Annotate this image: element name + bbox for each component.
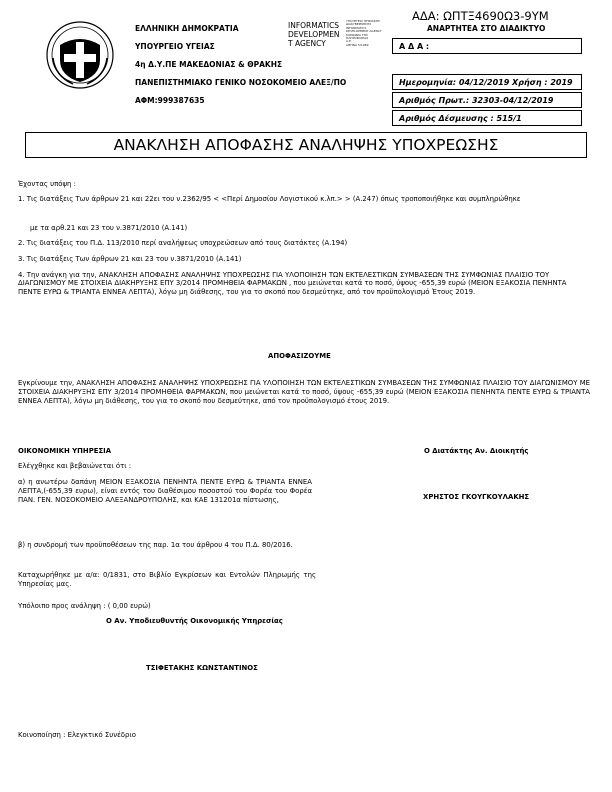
ia-logo-line: INFORMATICS (288, 21, 340, 30)
consideration-item-1: 1. Τις διατάξεις Των άρθρων 21 και 22ει του ν.2362/95 < <Περί Δημοσίου Λογιστικού κ.λπ.> > (Α.247) όπως τροποποιήθηκε και συμπληρώθηκε (18, 195, 521, 203)
header-line-afm: ΑΦΜ:999387635 (135, 96, 205, 105)
commitment-box: Αριθμός Δέσμευσης : 515/1 (392, 110, 582, 126)
ia-stamp-line: ΔΙΑΚΥΒΕΡΝΗΣΗΣ (346, 22, 372, 27)
ia-stamp-line: Α.Ε. (346, 39, 352, 44)
verified-text: Ελέγχθηκε και βεβαιώνεται ότι : (18, 462, 132, 470)
ia-logo-line: T AGENCY (288, 39, 326, 48)
authorizing-officer-name: ΧΡΗΣΤΟΣ ΓΚΟΥΓΚΟΥΛΑΚΗΣ (423, 493, 530, 501)
consideration-item-3: 3. Τις διατάξεις Των άρθρων 21 και 23 του ν.3871/2010 (Α.141) (18, 255, 242, 263)
check-b-text: β) η συνδρομή των προϋποθέσεων της παρ. 1α του άρθρου 4 του Π.Δ. 80/2016. (18, 541, 293, 549)
header-line-republic: ΕΛΛΗΝΙΚΗ ΔΗΜΟΚΡΑΤΙΑ (135, 24, 239, 33)
header-line-ministry: ΥΠΟΥΡΓΕΙΟ ΥΓΕΙΑΣ (135, 42, 215, 51)
consideration-item-4: 4. Την ανάγκη για την, ΑΝΑΚΛΗΣΗ ΑΠΟΦΑΣΗΣ ΑΝΑΛΗΨΗΣ ΥΠΟΧΡΕΩΣΗΣ ΓΙΑ ΥΛΟΠΟΙΗΣΗ ΤΩΝ ΕΚΤΕΛΕΣΤΙΚΩΝ ΣΥΜΒΑΣΕΩΝ ΤΗΣ ΣΥΜΦΩΝΙΑΣ ΠΛΑΙΣΙΟ ΤΟΥ ΔΙΑΓΩΝΙΣΜΟΥ ΜΕ ΣΤΟΙΧΕΙΑ ΔΙΑΚΗΡΥΞΗΣ ΕΠΥ 3/2014 ΠΡΟΜΗΘΕΙΑ ΦΑΡΜΑΚΩΝ , που μειώνεται κατά το ποσό, ύψους -655,39 ευρώ (ΜΕΙΟΝ ΕΞΑΚΟΣΙΑ ΠΕΝΗΝΤΑ ΠΕΝΤΕ ΕΥΡΩ & ΤΡΙΑΝΤΑ ΕΝΝΕΑ ΛΕΠΤΑ), λόγω μη διάθεσης, του για το σκοπό που δεσμεύτηκε, από τον προϋπολογισμό Έτους 2019. (18, 271, 567, 296)
intro-text: Έχοντας υπόψη : (18, 180, 76, 188)
notification-text: Κοινοποίηση : Ελεγκτικό Συνέδριο (18, 731, 136, 739)
ia-stamp-line: ΠΛΗΡΟΦΟΡΙΑΣ (346, 36, 369, 41)
header-line-hospital: ΠΑΝΕΠΙΣΤΗΜΙΑΚΟ ΓΕΝΙΚΟ ΝΟΣΟΚΟΜΕΙΟ ΑΛΕΞ/ΠΟ (135, 78, 347, 87)
ia-stamp-text (346, 20, 396, 47)
document-title: ΑΝΑΚΛΗΣΗ ΑΠΟΦΑΣΗΣ ΑΝΑΛΗΨΗΣ ΥΠΟΧΡΕΩΣΗΣ (25, 132, 587, 158)
finance-service-heading: ΟΙΚΟΝΟΜΙΚΗ ΥΠΗΡΕΣΙΑ (18, 447, 112, 455)
ia-stamp-line: ΑΘΗΝΑ 5/1989 (346, 42, 369, 47)
post-online-label: ΑΝΑΡΤΗΤΕΑ ΣΤΟ ΔΙΑΔΙΚΤΥΟ (427, 24, 546, 33)
ia-stamp-line: DEVELOPMENT AGENCY (346, 29, 382, 34)
protocol-box: Αριθμός Πρωτ.: 32303-04/12/2019 (392, 92, 582, 108)
decision-heading: ΑΠΟΦΑΣΙΖΟΥΜΕ (268, 352, 331, 360)
deputy-director-title: Ο Αν. Υποδιευθυντής Οικονομικής Υπηρεσίας (106, 617, 283, 625)
registration-text: Καταχωρήθηκε με α/α: 0/1831, στο Βιβλίο Εγκρίσεων και Εντολών Πληρωμής της Υπηρεσίας μας. (18, 571, 316, 589)
consideration-item-1-cont: με τα αρθ.21 και 23 του ν.3871/2010 (Α.141) (30, 224, 188, 232)
consideration-item-2: 2. Τις διατάξεις του Π.Δ. 113/2010 περί αναλήψεως υποχρεώσεων από τους διατάκτες (Α.194) (18, 239, 348, 247)
ia-stamp-line: ΥΠΟΥΡΓΕΙΟ ΨΗΦΙΑΚΗΣ (346, 19, 380, 23)
date-box: Ημερομηνία: 04/12/2019 Χρήση : 2019 (392, 74, 582, 90)
approval-paragraph: Εγκρίνουμε την, ΑΝΑΚΛΗΣΗ ΑΠΟΦΑΣΗΣ ΑΝΑΛΗΨΗΣ ΥΠΟΧΡΕΩΣΗΣ ΓΙΑ ΥΛΟΠΟΙΗΣΗ ΤΩΝ ΕΚΤΕΛΕΣΤΙΚΩΝ ΣΥΜΒΑΣΕΩΝ ΤΗΣ ΣΥΜΦΩΝΙΑΣ ΠΛΑΙΣΙΟ ΤΟΥ ΔΙΑΓΩΝΙΣΜΟΥ ΜΕ ΣΤΟΙΧΕΙΑ ΔΙΑΚΗΡΥΞΗΣ ΕΠΥ 3/2014 ΠΡΟΜΗΘΕΙΑ ΦΑΡΜΑΚΩΝ, που μειώνεται κατά το ποσό, ύψους -655,39 ευρώ (ΜΕΙΟΝ ΕΞΑΚΟΣΙΑ ΠΕΝΗΝΤΑ ΠΕΝΤΕ ΕΥΡΩ & ΤΡΙΑΝΤΑ ΕΝΝΕΑ ΛΕΠΤΑ), λόγω μη διάθεσης, του για το σκοπό που δεσμεύτηκε, από τον προϋπολογισμό έτους 2019. (18, 379, 590, 405)
authorizing-officer-title: Ο Διατάκτης Αν. Διοικητής (424, 447, 529, 455)
deputy-director-name: ΤΣΙΦΕΤΑΚΗΣ ΚΩΝΣΤΑΝΤΙΝΟΣ (146, 664, 258, 672)
ia-stamp-line: ΚΟΙΝΩΝΙΑ ΤΗΣ (346, 32, 368, 37)
greek-emblem-icon (45, 20, 115, 90)
remaining-amount: Υπόλοιπο προς ανάληψη : ( 0,00 ευρώ) (18, 602, 151, 610)
ada-top-label: ΑΔΑ: ΩΠΤΞ4690Ω3-9ΥΜ (412, 9, 549, 23)
ia-stamp-line: INFORMATICS (346, 25, 367, 30)
header-line-dype: 4η Δ.Υ.ΠΕ ΜΑΚΕΔΟΝΙΑΣ & ΘΡΑΚΗΣ (135, 60, 283, 69)
ia-logo-text (288, 21, 340, 48)
ia-logo-line: DEVELOPMEN (288, 30, 340, 39)
check-a-text: α) η ανωτέρω δαπάνη ΜΕΙΟΝ ΕΞΑΚΟΣΙΑ ΠΕΝΗΝΤΑ ΠΕΝΤΕ ΕΥΡΩ & ΤΡΙΑΝΤΑ ΕΝΝΕΑ ΛΕΠΤΑ,(-655,39 ευρω), είναι εντός του διαθέσιμου ποσοστού του Φορέα του Φορέα ΠΑΝ. ΓΕΝ. ΝΟΣΟΚΟΜΕΙΟ ΑΛΕΞΑΝΔΡΟΥΠΟΛΗΣ, και ΚΑΕ 131201α πίστωσης, (18, 478, 312, 505)
ada-box: Α Δ Α : (392, 38, 582, 54)
